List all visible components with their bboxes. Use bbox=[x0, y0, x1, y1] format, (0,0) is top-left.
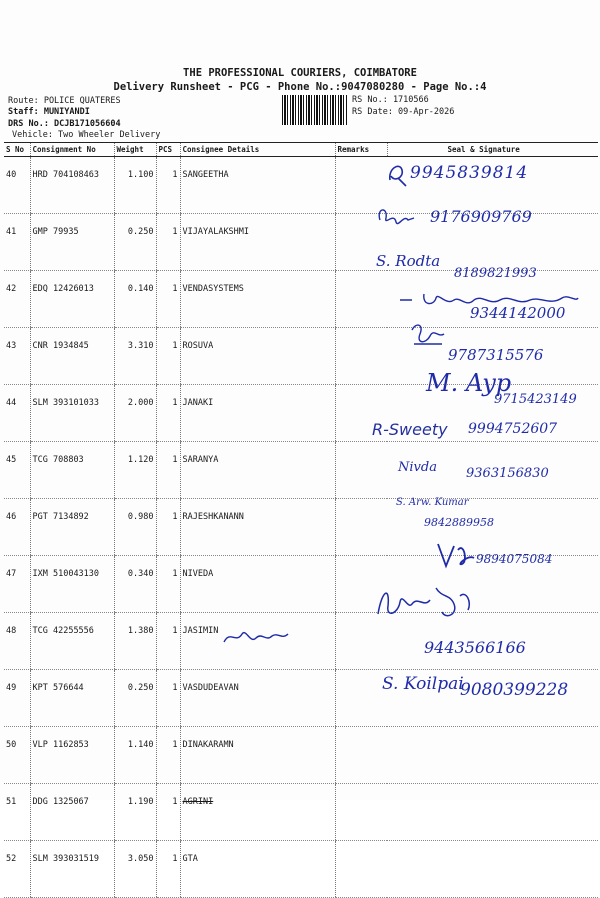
col-pcs: PCS bbox=[156, 143, 180, 157]
cell-consignment: SLM 393101033 bbox=[30, 385, 114, 442]
cell-consignee: RAJESHKANANN bbox=[180, 499, 335, 556]
signature-scribble bbox=[374, 204, 418, 232]
cell-consignee: VIJAYALAKSHMI bbox=[180, 214, 335, 271]
handwritten-phone: 9363156830 bbox=[466, 466, 549, 481]
signature-scribble bbox=[222, 626, 290, 648]
col-seal: Seal & Signature bbox=[387, 143, 598, 157]
cell-remarks bbox=[335, 727, 387, 784]
cell-pcs: 1 bbox=[156, 784, 180, 841]
cell-weight: 1.380 bbox=[114, 613, 156, 670]
cell-consignment: DDG 1325067 bbox=[30, 784, 114, 841]
cell-remarks bbox=[335, 442, 387, 499]
handwritten-phone: 9176909769 bbox=[430, 207, 532, 226]
cell-consignee: GTA bbox=[180, 841, 335, 898]
cell-consignee: ROSUVA bbox=[180, 328, 335, 385]
cell-pcs: 1 bbox=[156, 271, 180, 328]
handwritten-name: S. Arw. Kumar bbox=[396, 497, 469, 508]
handwritten-name: S. Koilpai bbox=[382, 674, 464, 694]
cell-remarks bbox=[335, 784, 387, 841]
handwritten-phone: 9443566166 bbox=[424, 638, 526, 657]
cell-signature bbox=[387, 727, 598, 784]
cell-consignee: SARANYA bbox=[180, 442, 335, 499]
cell-pcs: 1 bbox=[156, 556, 180, 613]
cell-pcs: 1 bbox=[156, 214, 180, 271]
handwritten-name: R-Sweety bbox=[372, 420, 448, 439]
cell-consignee: JANAKI bbox=[180, 385, 335, 442]
cell-sno: 40 bbox=[4, 157, 30, 214]
cell-sno: 48 bbox=[4, 613, 30, 670]
staff-label: Staff: MUNIYANDI bbox=[8, 107, 90, 117]
cell-remarks bbox=[335, 499, 387, 556]
cell-weight: 0.340 bbox=[114, 556, 156, 613]
handwritten-phone: 9715423149 bbox=[494, 392, 577, 407]
table-row bbox=[4, 784, 598, 841]
cell-weight: 0.140 bbox=[114, 271, 156, 328]
cell-weight: 0.250 bbox=[114, 214, 156, 271]
cell-weight: 1.120 bbox=[114, 442, 156, 499]
table-header-row bbox=[4, 143, 598, 157]
cell-consignment: HRD 704108463 bbox=[30, 157, 114, 214]
cell-pcs: 1 bbox=[156, 157, 180, 214]
cell-weight: 1.100 bbox=[114, 157, 156, 214]
cell-remarks bbox=[335, 670, 387, 727]
col-consignment: Consignment No bbox=[30, 143, 114, 157]
cell-remarks bbox=[335, 328, 387, 385]
cell-consignment: VLP 1162853 bbox=[30, 727, 114, 784]
table-row bbox=[4, 727, 598, 784]
table-row bbox=[4, 499, 598, 556]
cell-pcs: 1 bbox=[156, 499, 180, 556]
rs-number: RS No.: 1710566 bbox=[352, 95, 429, 105]
cell-remarks bbox=[335, 841, 387, 898]
cell-sno: 49 bbox=[4, 670, 30, 727]
cell-signature bbox=[387, 841, 598, 898]
cell-consignee: DINAKARAMN bbox=[180, 727, 335, 784]
cell-weight: 0.980 bbox=[114, 499, 156, 556]
handwritten-phone: 9994752607 bbox=[468, 421, 558, 437]
rs-date: RS Date: 09-Apr-2026 bbox=[352, 107, 455, 117]
cell-sno: 52 bbox=[4, 841, 30, 898]
cell-signature bbox=[387, 784, 598, 841]
cell-consignment: EDQ 12426013 bbox=[30, 271, 114, 328]
cell-consignment: CNR 1934845 bbox=[30, 328, 114, 385]
handwritten-phone: 9787315576 bbox=[448, 346, 544, 364]
cell-sno: 43 bbox=[4, 328, 30, 385]
cell-sno: 44 bbox=[4, 385, 30, 442]
cell-sno: 50 bbox=[4, 727, 30, 784]
cell-sno: 42 bbox=[4, 271, 30, 328]
delivery-table bbox=[4, 142, 598, 898]
cell-pcs: 1 bbox=[156, 613, 180, 670]
cell-consignment: TCG 708803 bbox=[30, 442, 114, 499]
runsheet-subtitle: Delivery Runsheet - PCG - Phone No.:9047080280 - Page No.:4 bbox=[113, 81, 487, 93]
cell-weight: 0.250 bbox=[114, 670, 156, 727]
cell-consignment: TCG 42255556 bbox=[30, 613, 114, 670]
signature-scribble bbox=[434, 540, 478, 572]
cell-sno: 51 bbox=[4, 784, 30, 841]
cell-pcs: 1 bbox=[156, 670, 180, 727]
cell-consignee: VENDASYSTEMS bbox=[180, 271, 335, 328]
cell-consignee: VASDUDEAVAN bbox=[180, 670, 335, 727]
handwritten-phone: 9894075084 bbox=[476, 552, 553, 566]
cell-weight: 1.140 bbox=[114, 727, 156, 784]
cell-pcs: 1 bbox=[156, 385, 180, 442]
barcode-image bbox=[282, 95, 348, 125]
cell-pcs: 1 bbox=[156, 727, 180, 784]
cell-sno: 47 bbox=[4, 556, 30, 613]
handwritten-name: S. Rodta bbox=[376, 252, 441, 270]
cell-pcs: 1 bbox=[156, 328, 180, 385]
cell-consignee: AGRINI bbox=[180, 784, 335, 841]
vehicle-label: Vehicle: Two Wheeler Delivery bbox=[12, 130, 161, 140]
cell-consignment: PGT 7134892 bbox=[30, 499, 114, 556]
cell-pcs: 1 bbox=[156, 841, 180, 898]
handwritten-phone: 9344142000 bbox=[470, 304, 566, 322]
table-row bbox=[4, 841, 598, 898]
handwritten-phone: 9842889958 bbox=[424, 516, 494, 529]
cell-consignment: SLM 393031519 bbox=[30, 841, 114, 898]
col-remarks: Remarks bbox=[335, 143, 387, 157]
cell-pcs: 1 bbox=[156, 442, 180, 499]
signature-scribble bbox=[376, 584, 476, 628]
route-label: Route: POLICE QUATERES bbox=[8, 96, 121, 106]
cell-weight: 2.000 bbox=[114, 385, 156, 442]
cell-weight: 3.050 bbox=[114, 841, 156, 898]
cell-consignment: IXM 510043130 bbox=[30, 556, 114, 613]
cell-remarks bbox=[335, 271, 387, 328]
cell-sno: 41 bbox=[4, 214, 30, 271]
cell-consignment: GMP 79935 bbox=[30, 214, 114, 271]
handwritten-phone: 9080399228 bbox=[460, 680, 569, 700]
col-consignee: Consignee Details bbox=[180, 143, 335, 157]
cell-consignee: JASIMIN bbox=[180, 613, 335, 670]
handwritten-name: M. Ayp bbox=[426, 369, 512, 397]
cell-weight: 1.190 bbox=[114, 784, 156, 841]
company-title: THE PROFESSIONAL COURIERS, COIMBATORE bbox=[183, 67, 417, 79]
cell-consignee: NIVEDA bbox=[180, 556, 335, 613]
cell-weight: 3.310 bbox=[114, 328, 156, 385]
signature-scribble bbox=[408, 320, 448, 350]
col-sno: S No bbox=[4, 143, 30, 157]
handwritten-phone: 9945839814 bbox=[410, 163, 529, 183]
drs-number: DRS No.: DCJB171056604 bbox=[8, 119, 121, 129]
cell-consignment: KPT 576644 bbox=[30, 670, 114, 727]
handwritten-name: Nivda bbox=[398, 460, 437, 475]
cell-sno: 45 bbox=[4, 442, 30, 499]
cell-consignee: SANGEETHA bbox=[180, 157, 335, 214]
cell-sno: 46 bbox=[4, 499, 30, 556]
handwritten-phone: 8189821993 bbox=[454, 266, 537, 281]
col-weight: Weight bbox=[114, 143, 156, 157]
signature-scribble bbox=[386, 160, 408, 188]
